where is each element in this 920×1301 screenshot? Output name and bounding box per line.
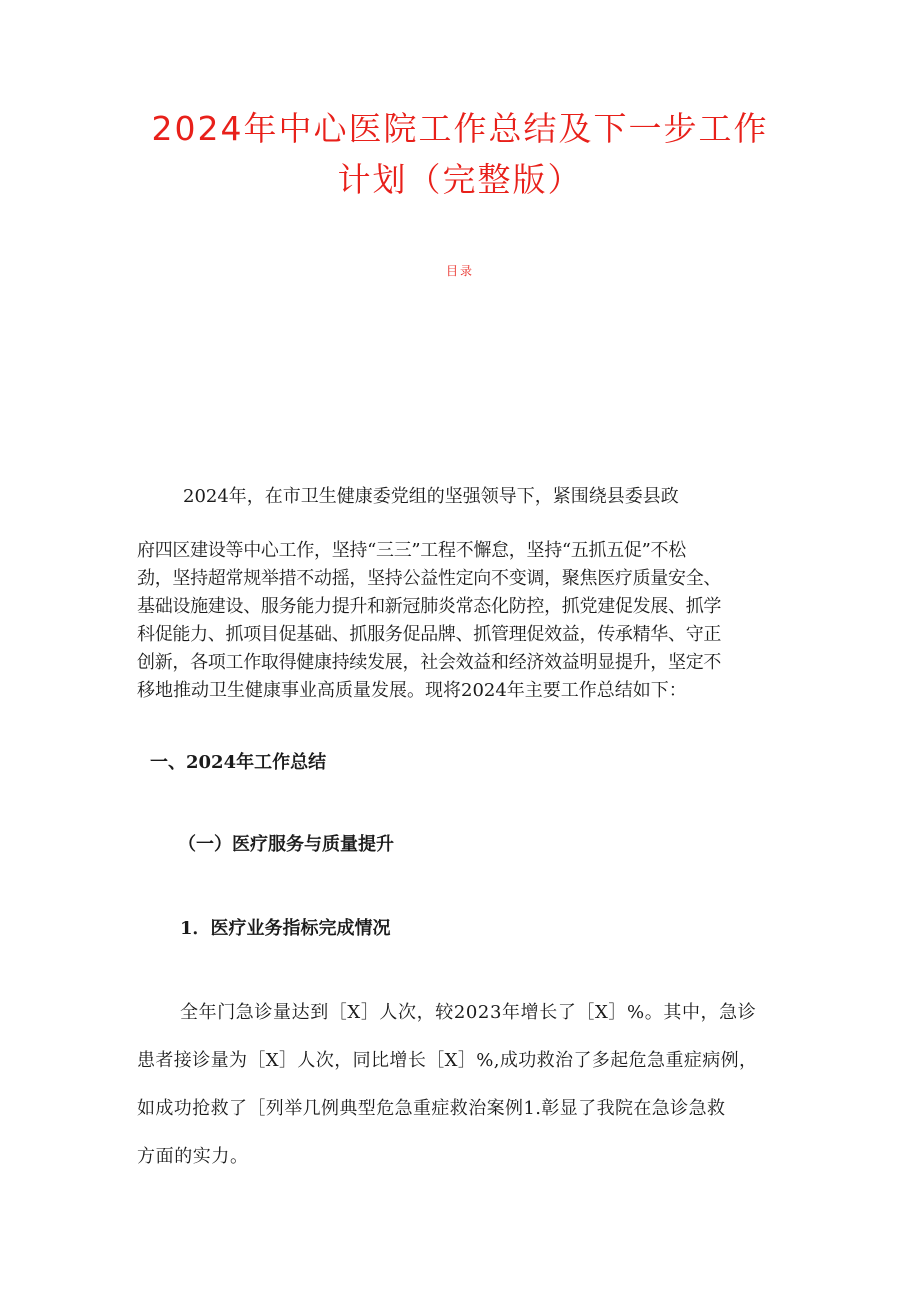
item1-line-3: 如成功抢救了［列举几例典型危急重症救治案例1.彰显了我院在急诊急救 [137, 1098, 726, 1119]
intro-line-7: 移地推动卫生健康事业高质量发展。现将2024年主要工作总结如下： [137, 680, 687, 701]
intro-line-2: 府四区建设等中心工作，坚持“三三”工程不懈怠，坚持“五抓五促”不松 [137, 540, 686, 561]
intro-line-3: 劲，坚持超常规举措不动摇，坚持公益性定向不变调，聚焦医疗质量安全、 [137, 568, 722, 589]
section-heading-1: 一、2024年工作总结 [150, 752, 327, 773]
document-title-line2: 计划（完整版） [337, 160, 583, 199]
toc-label[interactable]: 目录 [445, 264, 474, 278]
item1-line-2: 患者接诊量为［X］人次，同比增长［X］%,成功救治了多起危急重症病例， [137, 1050, 758, 1071]
item1-line-4: 方面的实力。 [137, 1146, 249, 1167]
item-heading-1: 1．医疗业务指标完成情况 [180, 918, 391, 939]
document-title-line1: 2024年中心医院工作总结及下一步工作 [151, 109, 769, 148]
item1-line-1: 全年门急诊量达到［X］人次，较2023年增长了［X］%。其中，急诊 [180, 1002, 757, 1023]
intro-line-1: 2024年，在市卫生健康委党组的坚强领导下，紧围绕县委县政 [183, 486, 679, 507]
subsection-heading-1: （一）医疗服务与质量提升 [178, 834, 394, 855]
intro-line-5: 科促能力、抓项目促基础、抓服务促品牌、抓管理促效益，传承精华、守正 [137, 624, 722, 645]
intro-line-6: 创新，各项工作取得健康持续发展，社会效益和经济效益明显提升，坚定不 [137, 652, 722, 673]
intro-line-4: 基础设施建设、服务能力提升和新冠肺炎常态化防控，抓党建促发展、抓学 [137, 596, 722, 617]
